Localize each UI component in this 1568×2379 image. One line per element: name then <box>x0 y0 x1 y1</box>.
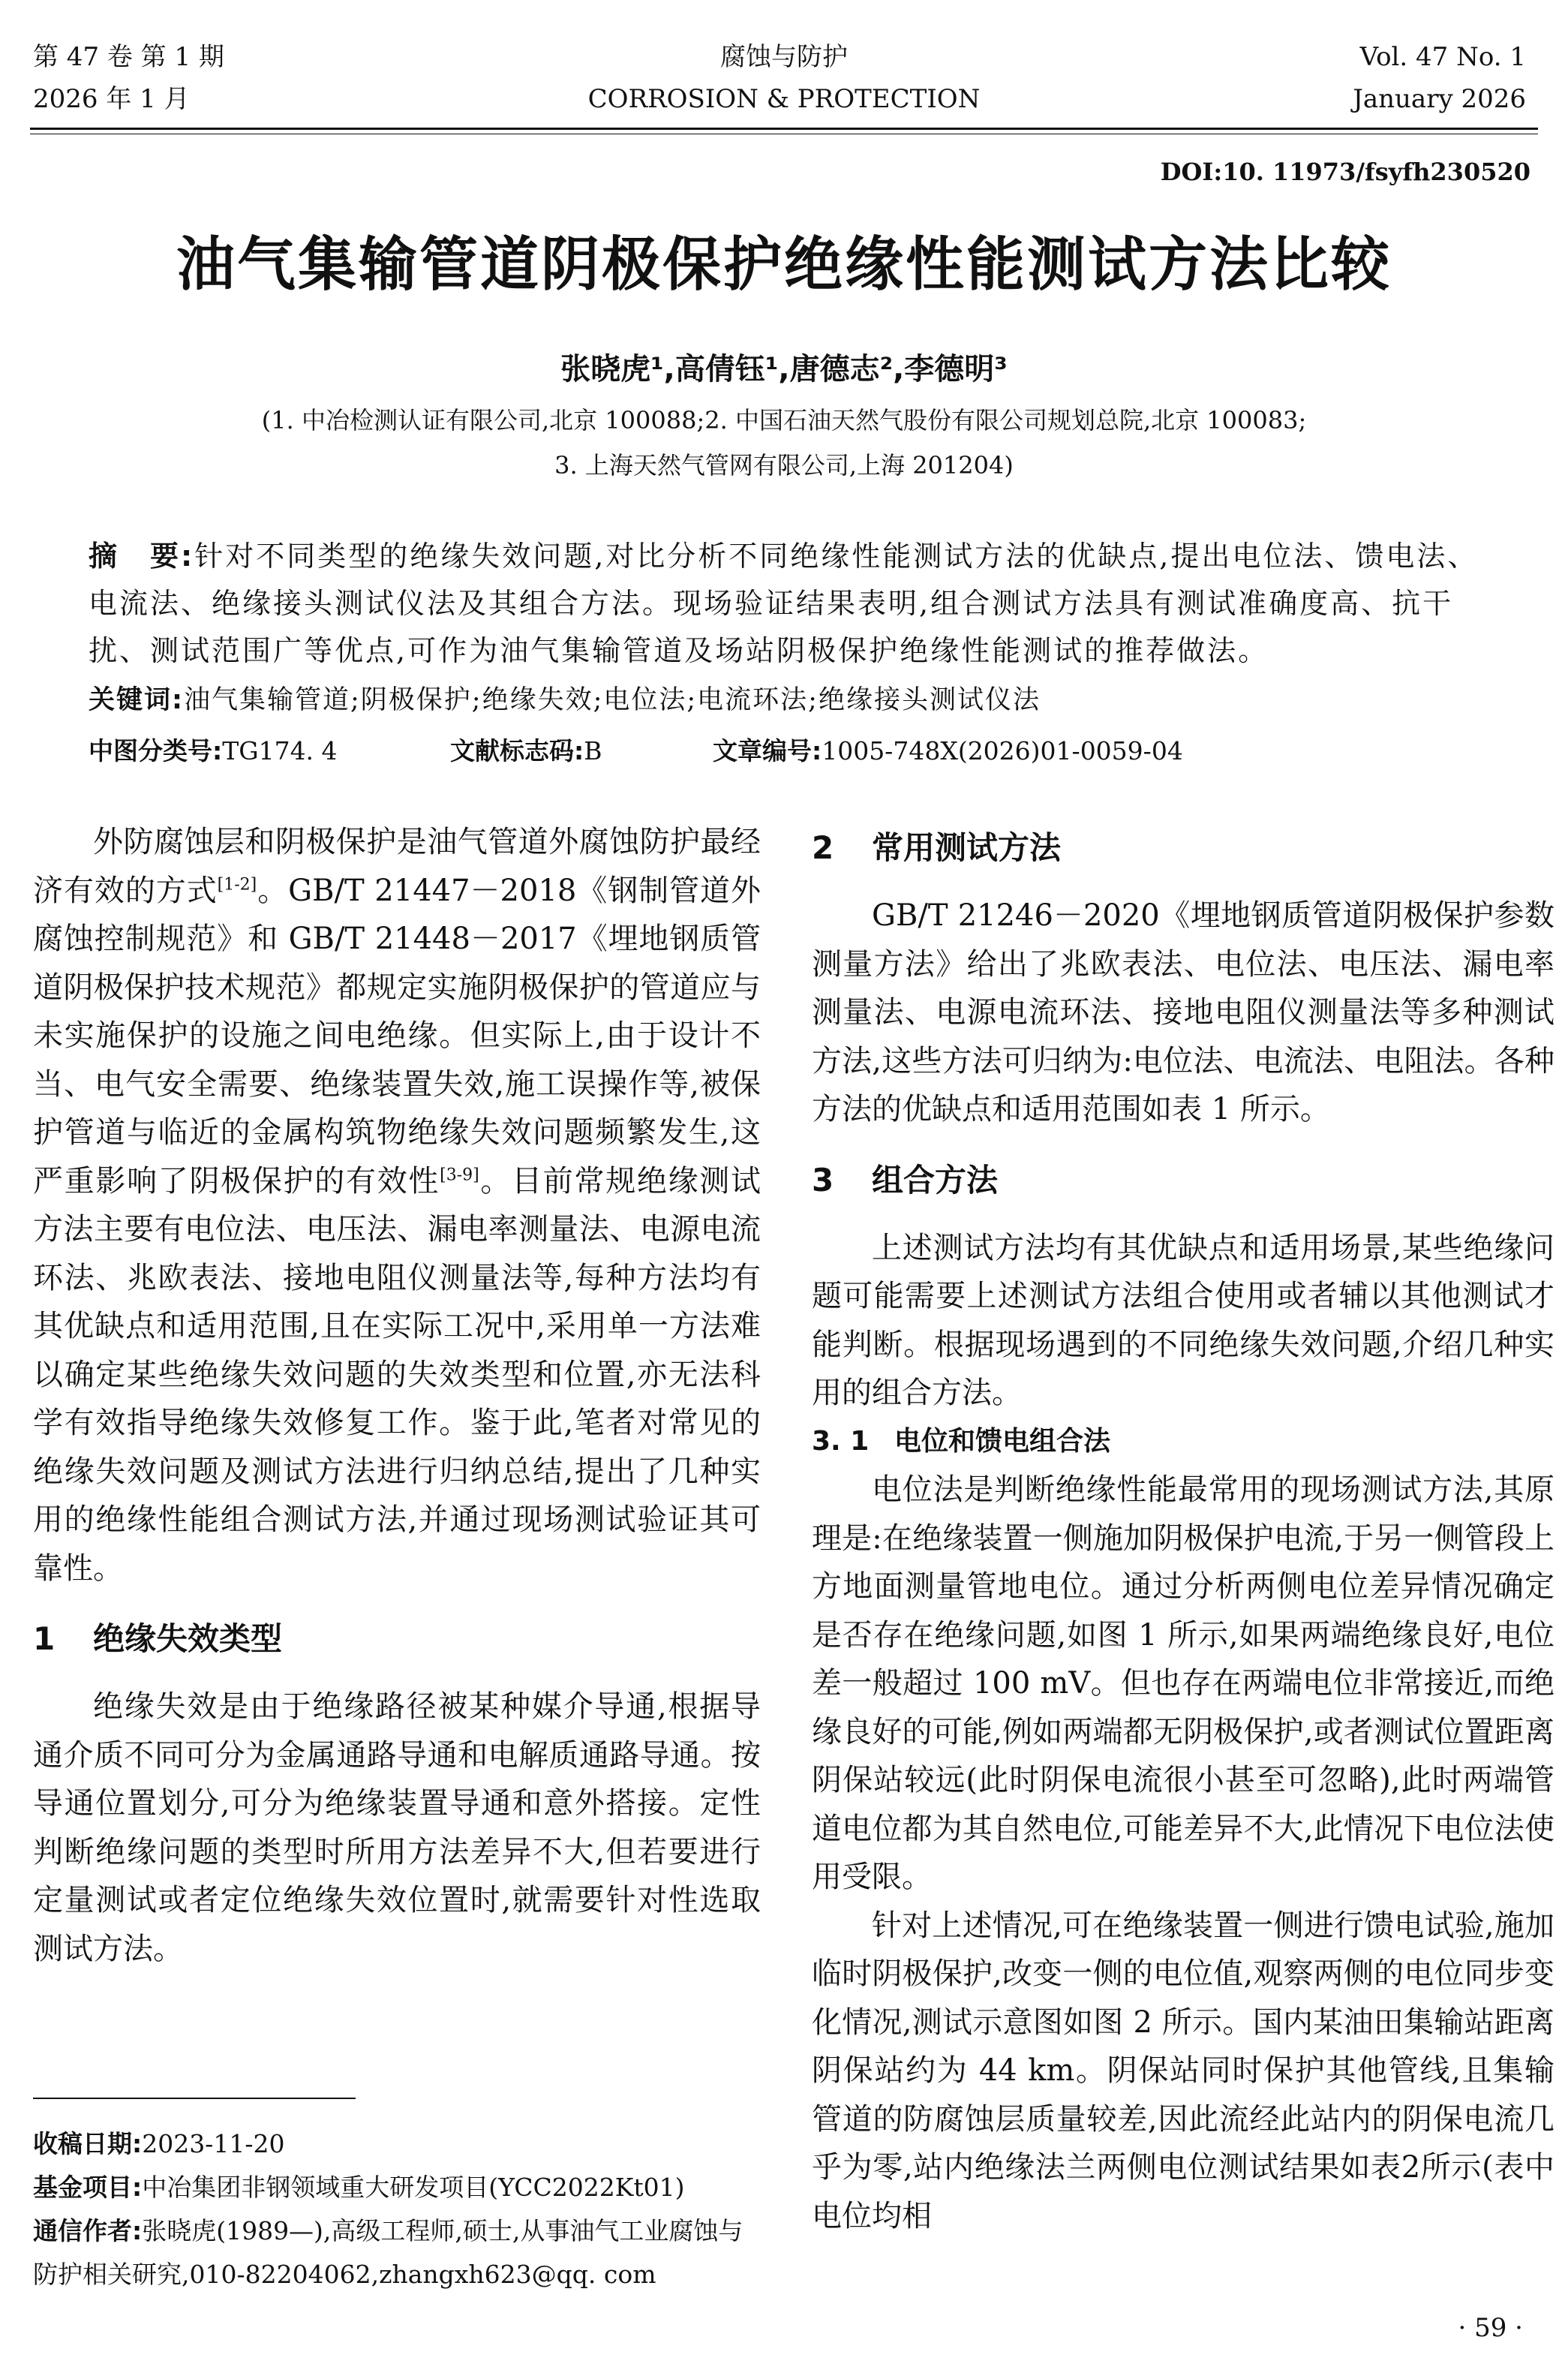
header-volume-en <box>1353 36 1526 120</box>
intro-text-2: 。GB/T 21447－2018《钢制管道外腐蚀控制规范》和 GB/T 21448－2017《埋地钢质管道阴极保护技术规范》都规定实施阴极保护的管道应与未实施保护的设施之间电绝缘。但实际上,由于设计不当、电气安全需要、绝缘装置失效,施工误操作等,被保护管道与临近的金属构筑物绝缘失效问题频繁发生,这严重影响了阴极保护的有效性 <box>33 873 761 1199</box>
section-2-paragraph: GB/T 21246－2020《埋地钢质管道阴极保护参数测量方法》给出了兆欧表法、电位法、电压法、漏电率测量法、电源电流环法、接地电阻仪测量法等多种测试方法,这些方法可归纳为:电位法、电流法、电阻法。各种方法的优缺点和适用范围如表 1 所示。 <box>812 898 1554 1126</box>
section-1-title: 绝缘失效类型 <box>93 1620 283 1657</box>
footnotes <box>33 2122 761 2296</box>
section-3-title: 组合方法 <box>872 1161 999 1199</box>
section-3-paragraph: 上述测试方法均有其优缺点和适用场景,某些绝缘问题可能需要上述测试方法组合使用或者辅以其他测试才能判断。根据现场遇到的不同绝缘失效问题,介绍几种实用的组合方法。 <box>812 1230 1554 1410</box>
section-3-1-heading <box>812 1418 1554 1466</box>
section-3-number: 3 <box>812 1161 834 1199</box>
doc-code-value: B <box>584 736 602 765</box>
header-vol-en-text: Vol. 47 No. 1 <box>1359 42 1526 72</box>
header-date-en-text: January 2026 <box>1353 84 1526 114</box>
journal-name-cn: 腐蚀与防护 <box>720 42 848 72</box>
abstract <box>89 533 1499 675</box>
keywords-label: 关键词: <box>89 685 184 715</box>
doi[interactable]: DOI:10. 11973/fsyfh230520 <box>1160 158 1530 186</box>
header-date-cn-text: 2026 年 1 月 <box>33 84 190 114</box>
document-code <box>450 732 602 767</box>
fund-label: 基金项目: <box>33 2173 143 2202</box>
header-journal <box>0 36 1568 120</box>
affiliation-line-2: 3. 上海天然气管网有限公司,上海 201204) <box>554 451 1014 480</box>
abstract-label: 摘 要: <box>89 540 195 573</box>
clc-label: 中图分类号: <box>89 736 223 765</box>
section-1-number: 1 <box>33 1620 56 1657</box>
clc-number <box>89 732 338 767</box>
section-3-heading <box>812 1150 1554 1211</box>
section-2-title: 常用测试方法 <box>872 829 1062 866</box>
keywords <box>89 679 1041 717</box>
section-3-1-paragraph-1: 电位法是判断绝缘性能最常用的现场测试方法,其原理是:在绝缘装置一侧施加阴极保护电流,于另一侧管段上方地面测量管地电位。通过分析两侧电位差异情况确定是否存在绝缘问题,如图 1 所示,如果两端绝缘良好,电位差一般超过 100 mV。但也存在两端电位非常接近,而绝缘良好的可能,例如两端都无阴极保护,或者测试位置距离阴保站较远(此时阴保电流很小甚至可忽略),此时两端管道电位都为其自然电位,可能差异不大,此情况下电位法使用受限。 <box>812 1472 1554 1894</box>
right-column <box>812 818 1554 2240</box>
received-label: 收稿日期: <box>33 2129 143 2158</box>
article-number-value: 1005-748X(2026)01-0059-04 <box>822 736 1183 765</box>
received-date <box>33 2122 761 2166</box>
doc-code-label: 文献标志码: <box>450 736 584 765</box>
author-value: 张晓虎(1989—),高级工程师,硕士,从事油气工业腐蚀与防护相关研究,010-82204062,zhangxh623@qq. com <box>33 2216 743 2289</box>
citation-3-9[interactable]: [3-9] <box>440 1165 479 1185</box>
section-1-paragraph: 绝缘失效是由于绝缘路径被某种媒介导通,根据导通介质不同可分为金属通路导通和电解质通路导通。按导通位置划分,可分为绝缘装置导通和意外搭接。定性判断绝缘问题的类型时所用方法差异不大,但若要进行定量测试或者定位绝缘失效位置时,就需要针对性选取测试方法。 <box>33 1689 761 1966</box>
intro-paragraph <box>33 818 761 1593</box>
fund-value: 中冶集团非钢领域重大研发项目(YCC2022Kt01) <box>142 2173 685 2202</box>
section-3-1-title: 电位和馈电组合法 <box>894 1425 1111 1457</box>
article-number <box>713 732 1183 767</box>
paper-title: 油气集输管道阴极保护绝缘性能测试方法比较 <box>176 231 1392 299</box>
intro-text-1: 外防腐蚀层和阴极保护是油气管道外腐蚀防护最经济有效的方式 <box>33 825 761 908</box>
corresponding-author <box>33 2209 761 2296</box>
intro-text-3: 。目前常规绝缘测试方法主要有电位法、电压法、漏电率测量法、电源电流环法、兆欧表法、接地电阻仪测量法等,每种方法均有其优缺点和适用范围,且在实际工况中,采用单一方法难以确定某些绝缘失效问题的失效类型和位置,亦无法科学有效指导绝缘失效修复工作。鉴于此,笔者对常见的绝缘失效问题及测试方法进行归纳总结,提出了几种实用的绝缘性能组合测试方法,并通过现场测试验证其可靠性。 <box>33 1163 761 1586</box>
abstract-text: 针对不同类型的绝缘失效问题,对比分析不同绝缘性能测试方法的优缺点,提出电位法、馈电法、电流法、绝缘接头测试仪法及其组合方法。现场验证结果表明,组合测试方法具有测试准确度高、抗干扰、测试范围广等优点,可作为油气集输管道及场站阴极保护绝缘性能测试的推荐做法。 <box>89 540 1479 667</box>
journal-name-en: CORROSION & PROTECTION <box>587 84 981 114</box>
header-rule-thick <box>30 128 1538 130</box>
page-number: · 59 · <box>1458 2313 1523 2343</box>
section-3-1-paragraph-2: 针对上述情况,可在绝缘装置一侧进行馈电试验,施加临时阴极保护,改变一侧的电位值,观察两侧的电位同步变化情况,测试示意图如图 2 所示。国内某油田集输站距离阴保站约为 44 km。阴保站同时保护其他管线,且集输管道的防腐蚀层质量较差,因此流经此站内的阴保电流几乎为零,站内绝缘法兰两侧电位测试结果如表2所示(表中电位均相 <box>812 1908 1554 2233</box>
section-1-heading <box>33 1609 761 1669</box>
footnote-rule <box>33 2098 356 2099</box>
article-number-label: 文章编号: <box>713 736 822 765</box>
citation-1-2[interactable]: [1-2] <box>217 875 257 895</box>
received-value: 2023-11-20 <box>142 2129 285 2158</box>
header-vol-cn-text: 第 47 卷 第 1 期 <box>33 42 224 72</box>
affiliation-line-1: (1. 中冶检测认证有限公司,北京 100088;2. 中国石油天然气股份有限公司规划总院,北京 100083; <box>261 406 1307 435</box>
section-3-1-number: 3. 1 <box>812 1425 870 1457</box>
author-label: 通信作者: <box>33 2216 143 2245</box>
author-list: 张晓虎¹,高倩钰¹,唐德志²,李德明³ <box>560 352 1008 386</box>
section-2-heading <box>812 818 1554 878</box>
clc-value: TG174. 4 <box>222 736 338 765</box>
left-column <box>33 818 761 1973</box>
section-2-number: 2 <box>812 829 834 866</box>
fund-project <box>33 2166 761 2209</box>
keywords-text: 油气集输管道;阴极保护;绝缘失效;电位法;电流环法;绝缘接头测试仪法 <box>184 685 1041 715</box>
